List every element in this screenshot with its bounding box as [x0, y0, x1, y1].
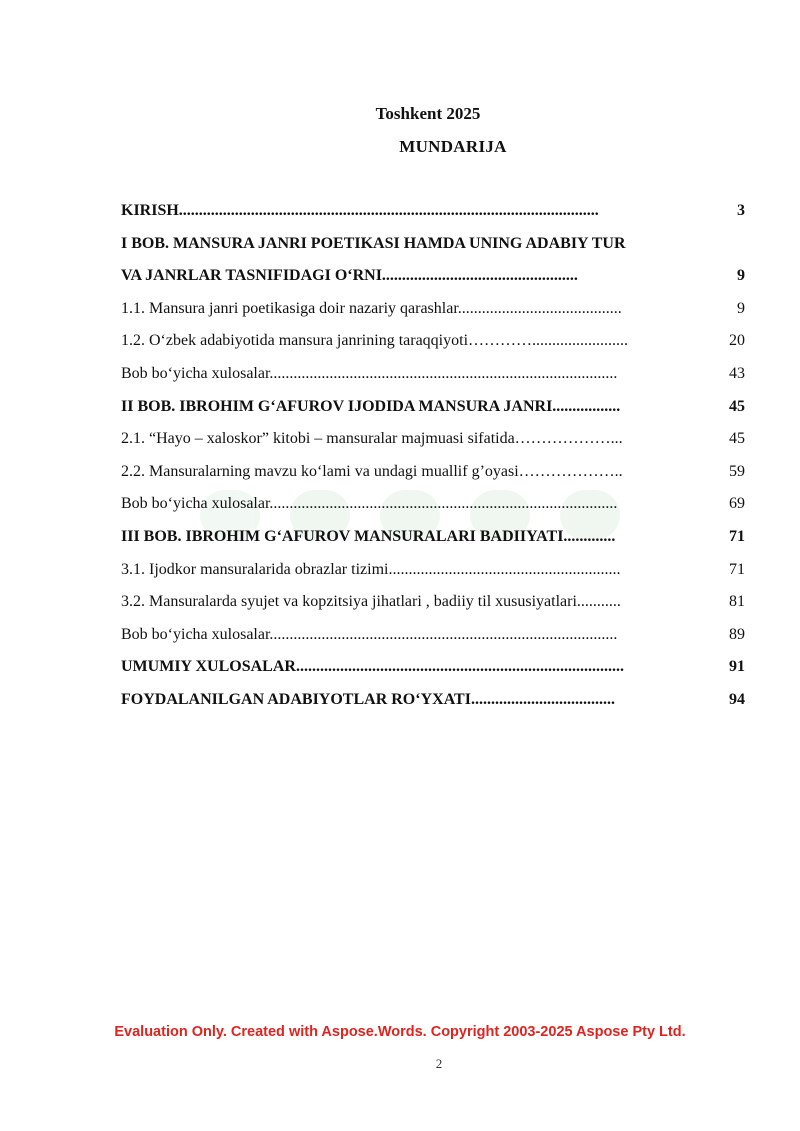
toc-entry-title: UMUMIY XULOSALAR.................................................................................. [121, 658, 624, 676]
page-number: 2 [435, 1056, 443, 1071]
toc-entry-page: 9 [737, 299, 745, 317]
toc-entry[interactable] [121, 558, 745, 591]
toc-entry-title: Bob bo‘yicha xulosalar....................................................................................... [121, 625, 618, 643]
toc-entry-title: KIRISH......................................................................................................... [121, 202, 599, 219]
toc-entry[interactable] [121, 297, 745, 330]
toc-entry-title: 3.1. Ijodkor mansuralarida obrazlar tizimi.......................................................... [121, 560, 621, 578]
toc-entry-title: 1.2. O‘zbek adabiyotida mansura janrining taraqqiyoti…………........................ [121, 332, 629, 350]
city-year: Toshkent 2025 [375, 104, 481, 123]
toc-entry-title: I BOB. MANSURA JANRI POETIKASI HAMDA UNING ADABIY TUR [121, 234, 626, 252]
toc-entry-page: 59 [729, 462, 745, 480]
toc-entry-page: 69 [729, 495, 745, 513]
toc-entry[interactable] [121, 232, 745, 265]
toc-entry[interactable] [121, 264, 745, 297]
toc-entry[interactable] [121, 525, 745, 558]
toc-entry[interactable] [121, 655, 745, 688]
toc-entry-page: 94 [729, 690, 745, 708]
toc-entry-title: 3.2. Mansuralarda syujet va kopzitsiya jihatlari , badiiy til xususiyatlari........... [121, 593, 621, 611]
toc-entry-page: 71 [729, 560, 745, 578]
toc-entry-page: 20 [729, 332, 745, 350]
toc-entry-title: III BOB. IBROHIM G‘AFUROV MANSURALARI BADIIYATI............. [121, 527, 616, 545]
toc-entry[interactable] [121, 688, 745, 721]
toc-entry-page: 71 [729, 527, 745, 545]
toc-entry-page: 3 [737, 202, 745, 219]
contents-title: MUNDARIJA [399, 137, 507, 156]
toc-entry-page: 91 [729, 658, 745, 676]
toc-entry-title: 2.2. Mansuralarning mavzu ko‘lami va undagi muallif g’oyasi……………….. [121, 462, 623, 480]
toc-entry[interactable] [121, 460, 745, 493]
toc-entry-page: 45 [729, 397, 745, 415]
toc-entry[interactable] [121, 623, 745, 656]
toc-entry-title: II BOB. IBROHIM G‘AFUROV IJODIDA MANSURA JANRI................. [121, 397, 621, 415]
toc-entry[interactable] [121, 395, 745, 428]
toc-entry[interactable] [121, 492, 745, 525]
toc-entry-page: 81 [729, 593, 745, 611]
toc-entry-title: VA JANRLAR TASNIFIDAGI O‘RNI................................................. [121, 267, 578, 285]
toc-entry[interactable] [121, 199, 745, 232]
toc-entry-title: Bob bo‘yicha xulosalar....................................................................................... [121, 495, 618, 513]
toc-entry-title: 1.1. Mansura janri poetikasiga doir nazariy qarashlar......................................... [121, 299, 622, 317]
toc-entry-title: 2.1. “Hayo – xaloskor” kitobi – mansuralar majmuasi sifatida………………... [121, 430, 623, 448]
toc-entry[interactable] [121, 427, 745, 460]
toc-entry-title: Bob bo‘yicha xulosalar....................................................................................... [121, 364, 618, 382]
evaluation-watermark: Evaluation Only. Created with Aspose.Words. Copyright 2003-2025 Aspose Pty Ltd. [114, 1024, 686, 1040]
toc-entry-page: 89 [729, 625, 745, 643]
toc-entry-page: 43 [729, 364, 745, 382]
toc-entry[interactable] [121, 329, 745, 362]
toc-entry-title: FOYDALANILGAN ADABIYOTLAR RO‘YXATI.................................... [121, 690, 615, 708]
toc-entry-page: 9 [737, 267, 745, 285]
table-of-contents [121, 199, 745, 721]
toc-entry[interactable] [121, 590, 745, 623]
toc-entry[interactable] [121, 362, 745, 395]
toc-entry-page: 45 [729, 430, 745, 448]
